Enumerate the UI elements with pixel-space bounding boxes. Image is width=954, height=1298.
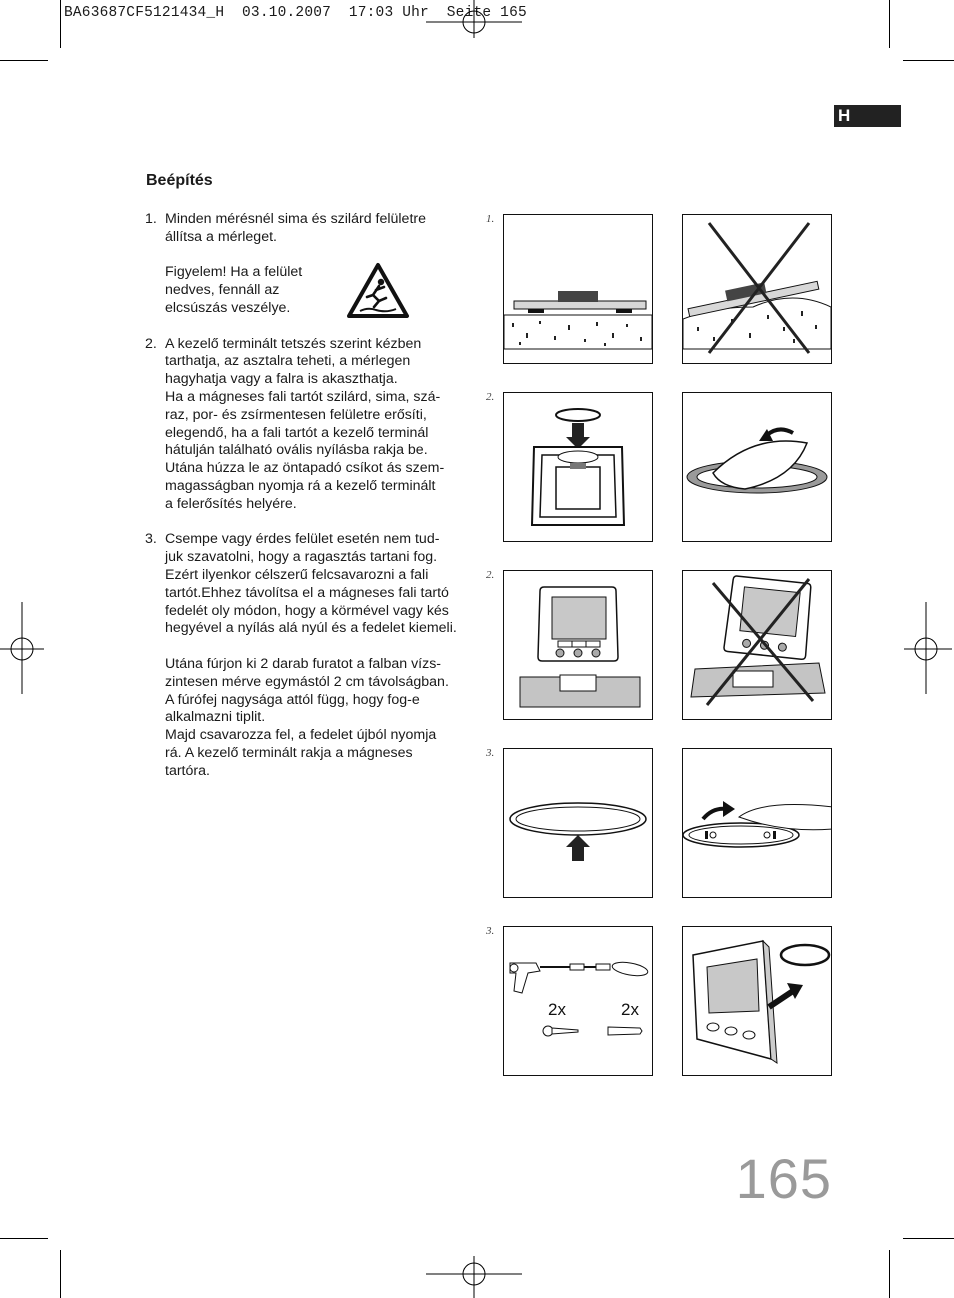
step-3 (145, 531, 477, 638)
step-text: Majd csavarozza fel, a fedelet újból nyomja (165, 727, 437, 744)
figure-label: 3. (486, 925, 495, 937)
crop-mark (0, 60, 48, 61)
step-text: hegyével a nyílás alá nyúl és a fedelet kiemeli. (165, 620, 457, 637)
registration-mark-top (426, 0, 526, 40)
registration-mark-right (904, 602, 954, 696)
figure-bracket-oval (503, 748, 653, 898)
step-text: Utána húzza le az öntapadó csíkot ás szem- (165, 460, 445, 477)
step-text: hátulján található ovális nyílásba rakja be. (165, 442, 428, 459)
step-text: hagyhatja vagy a falra is akaszthatja. (165, 371, 398, 388)
step-text: fedelét oly módon, hogy a körmével vagy kés (165, 602, 449, 619)
screw-quantity: 2x (548, 1000, 566, 1019)
step-text: Ha a mágneses fali tartót szilárd, sima, szá- (165, 388, 441, 405)
crop-mark (903, 1238, 954, 1239)
step-text: Ezért ilyenkor célszerű felcsavarozni a fali (165, 566, 429, 583)
crop-mark (60, 1250, 61, 1298)
figure-label: 1. (486, 213, 495, 225)
figure-terminal-on-bracket (503, 570, 653, 720)
figure-terminal-mounted (682, 926, 832, 1076)
print-header: BA63687CF5121434_H 03.10.2007 17:03 Uhr Seite 165 (64, 5, 527, 21)
step-3-continued (145, 656, 477, 781)
step-text: magasságban nyomja rá a kezelő terminált (165, 477, 436, 494)
figure-label: 2. (486, 391, 495, 403)
step-1 (145, 211, 477, 247)
registration-mark-bottom (426, 1252, 526, 1298)
step-text: tartót.Ehhez távolítsa el a mágneses fali tartó (165, 584, 449, 601)
step-text: Minden mérésnél sima és szilárd felületre (165, 211, 427, 227)
step-number: 3. (145, 531, 157, 548)
crop-mark (60, 0, 61, 48)
step-text: a felerősítés helyére. (165, 495, 297, 512)
figure-scale-flat-surface (503, 214, 653, 364)
step-number: 1. (145, 211, 157, 227)
step-text: Utána fúrjon ki 2 darab furatot a falban vízs- (165, 655, 442, 672)
section-title: Beépítés (146, 172, 213, 189)
figure-scale-uneven-surface (682, 214, 832, 364)
warning-text: elcsúszás veszélye. (165, 299, 291, 316)
registration-mark-left (0, 602, 46, 696)
warning-note (145, 264, 477, 317)
dowel-quantity: 2x (621, 1000, 639, 1019)
figure-terminal-wrong-mount (682, 570, 832, 720)
figure-adhesive-strip (682, 392, 832, 542)
figure-bracket-insert (503, 392, 653, 542)
step-text: A kezelő terminált tetszés szerint kézben (165, 335, 422, 352)
crop-mark (889, 0, 890, 48)
step-text: raz, por- és zsírmentesen felületre erősíti, (165, 406, 427, 423)
crop-mark (889, 1250, 890, 1298)
warning-text: Figyelem! Ha a felület (165, 264, 303, 281)
crop-mark (0, 1238, 48, 1239)
instruction-list (145, 211, 477, 781)
page-number: 165 (735, 1147, 832, 1210)
step-text: elegendő, ha a fali tartót a kezelő terminál (165, 424, 429, 441)
step-text: zintesen mérve egymástól 2 cm távolságban. (165, 673, 449, 690)
figure-drill-screws (503, 926, 653, 1076)
figure-remove-cover (682, 748, 832, 898)
language-tab: H (834, 105, 901, 127)
step-2 (145, 336, 477, 514)
step-text: tarthatja, az asztalra teheti, a mérlegen (165, 353, 411, 370)
step-text: alkalmazni tiplit. (165, 709, 266, 726)
step-number: 2. (145, 335, 157, 352)
step-text: Csempe vagy érdes felület esetén nem tud- (165, 531, 440, 548)
step-text: A fúrófej nagysága attól függ, hogy fog-e (165, 691, 420, 708)
step-text: állítsa a mérleget. (165, 228, 277, 245)
step-text: rá. A kezelő terminált rakja a mágneses (165, 744, 413, 761)
figure-label: 2. (486, 569, 495, 581)
figure-label: 3. (486, 747, 495, 759)
step-text: tartóra. (165, 762, 210, 779)
crop-mark (903, 60, 954, 61)
slip-warning-icon (346, 262, 410, 320)
step-text: juk szavatolni, hogy a ragasztás tartani fog. (165, 549, 438, 566)
warning-text: nedves, fennáll az (165, 282, 280, 299)
